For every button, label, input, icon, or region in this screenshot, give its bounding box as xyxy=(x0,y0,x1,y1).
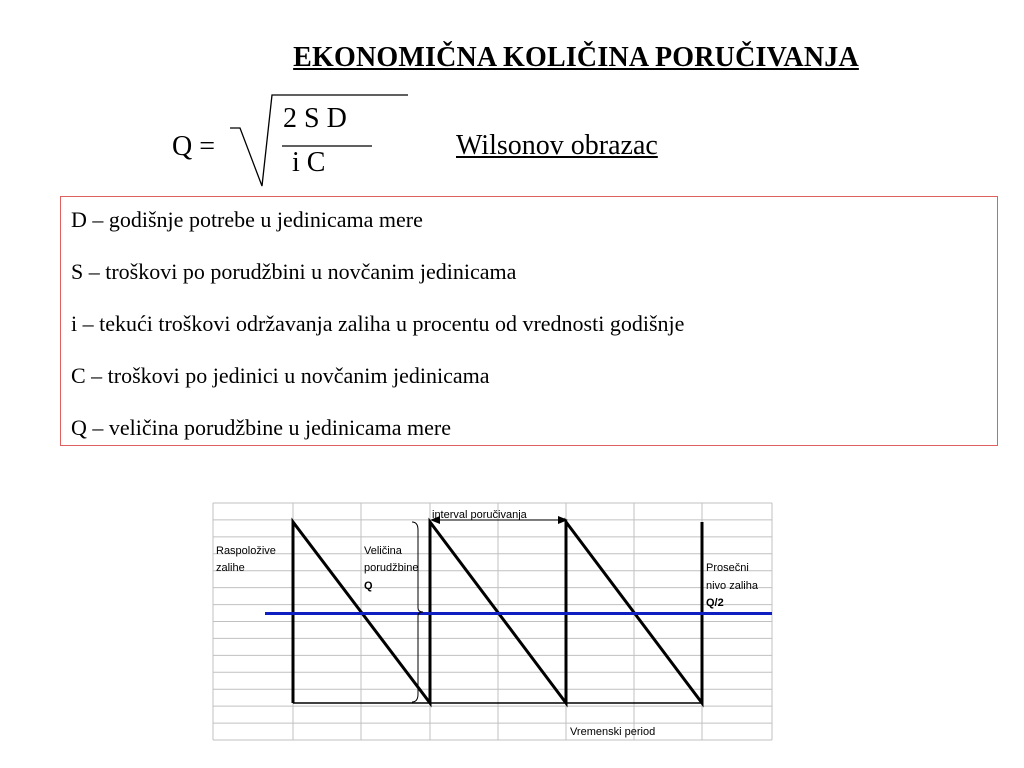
label-order-size-2: porudžbine xyxy=(364,562,419,574)
formula-denominator: i C xyxy=(292,147,326,178)
label-time-period: Vremenski period xyxy=(570,726,656,738)
page-title: EKONOMIČNA KOLIČINA PORUČIVANJA xyxy=(293,42,859,73)
label-interval: interval poručivanja xyxy=(432,509,527,521)
chart-grid xyxy=(213,503,772,740)
formula-lhs: Q = xyxy=(172,131,216,162)
definition-c: C – troškovi po jedinici u novčanim jedinicama xyxy=(71,363,490,388)
label-average-2: nivo zaliha xyxy=(706,580,758,592)
definition-q: Q – veličina porudžbine u jedinicama mere xyxy=(71,415,451,440)
label-average-3: Q/2 xyxy=(706,597,724,609)
label-average-1: Prosečni xyxy=(706,562,749,574)
formula-name: Wilsonov obrazac xyxy=(456,130,658,161)
definition-d: D – godišnje potrebe u jedinicama mere xyxy=(71,207,423,232)
definition-i: i – tekući troškovi održavanja zaliha u procentu od vrednosti godišnje xyxy=(71,311,685,336)
label-order-size-3: Q xyxy=(364,580,373,592)
label-available-2: zalihe xyxy=(216,562,245,574)
label-available-1: Raspoložive xyxy=(216,545,276,557)
formula-numerator: 2 S D xyxy=(283,103,347,134)
label-order-size-1: Veličina xyxy=(364,545,402,557)
definition-s: S – troškovi po porudžbini u novčanim jedinicama xyxy=(71,259,517,284)
